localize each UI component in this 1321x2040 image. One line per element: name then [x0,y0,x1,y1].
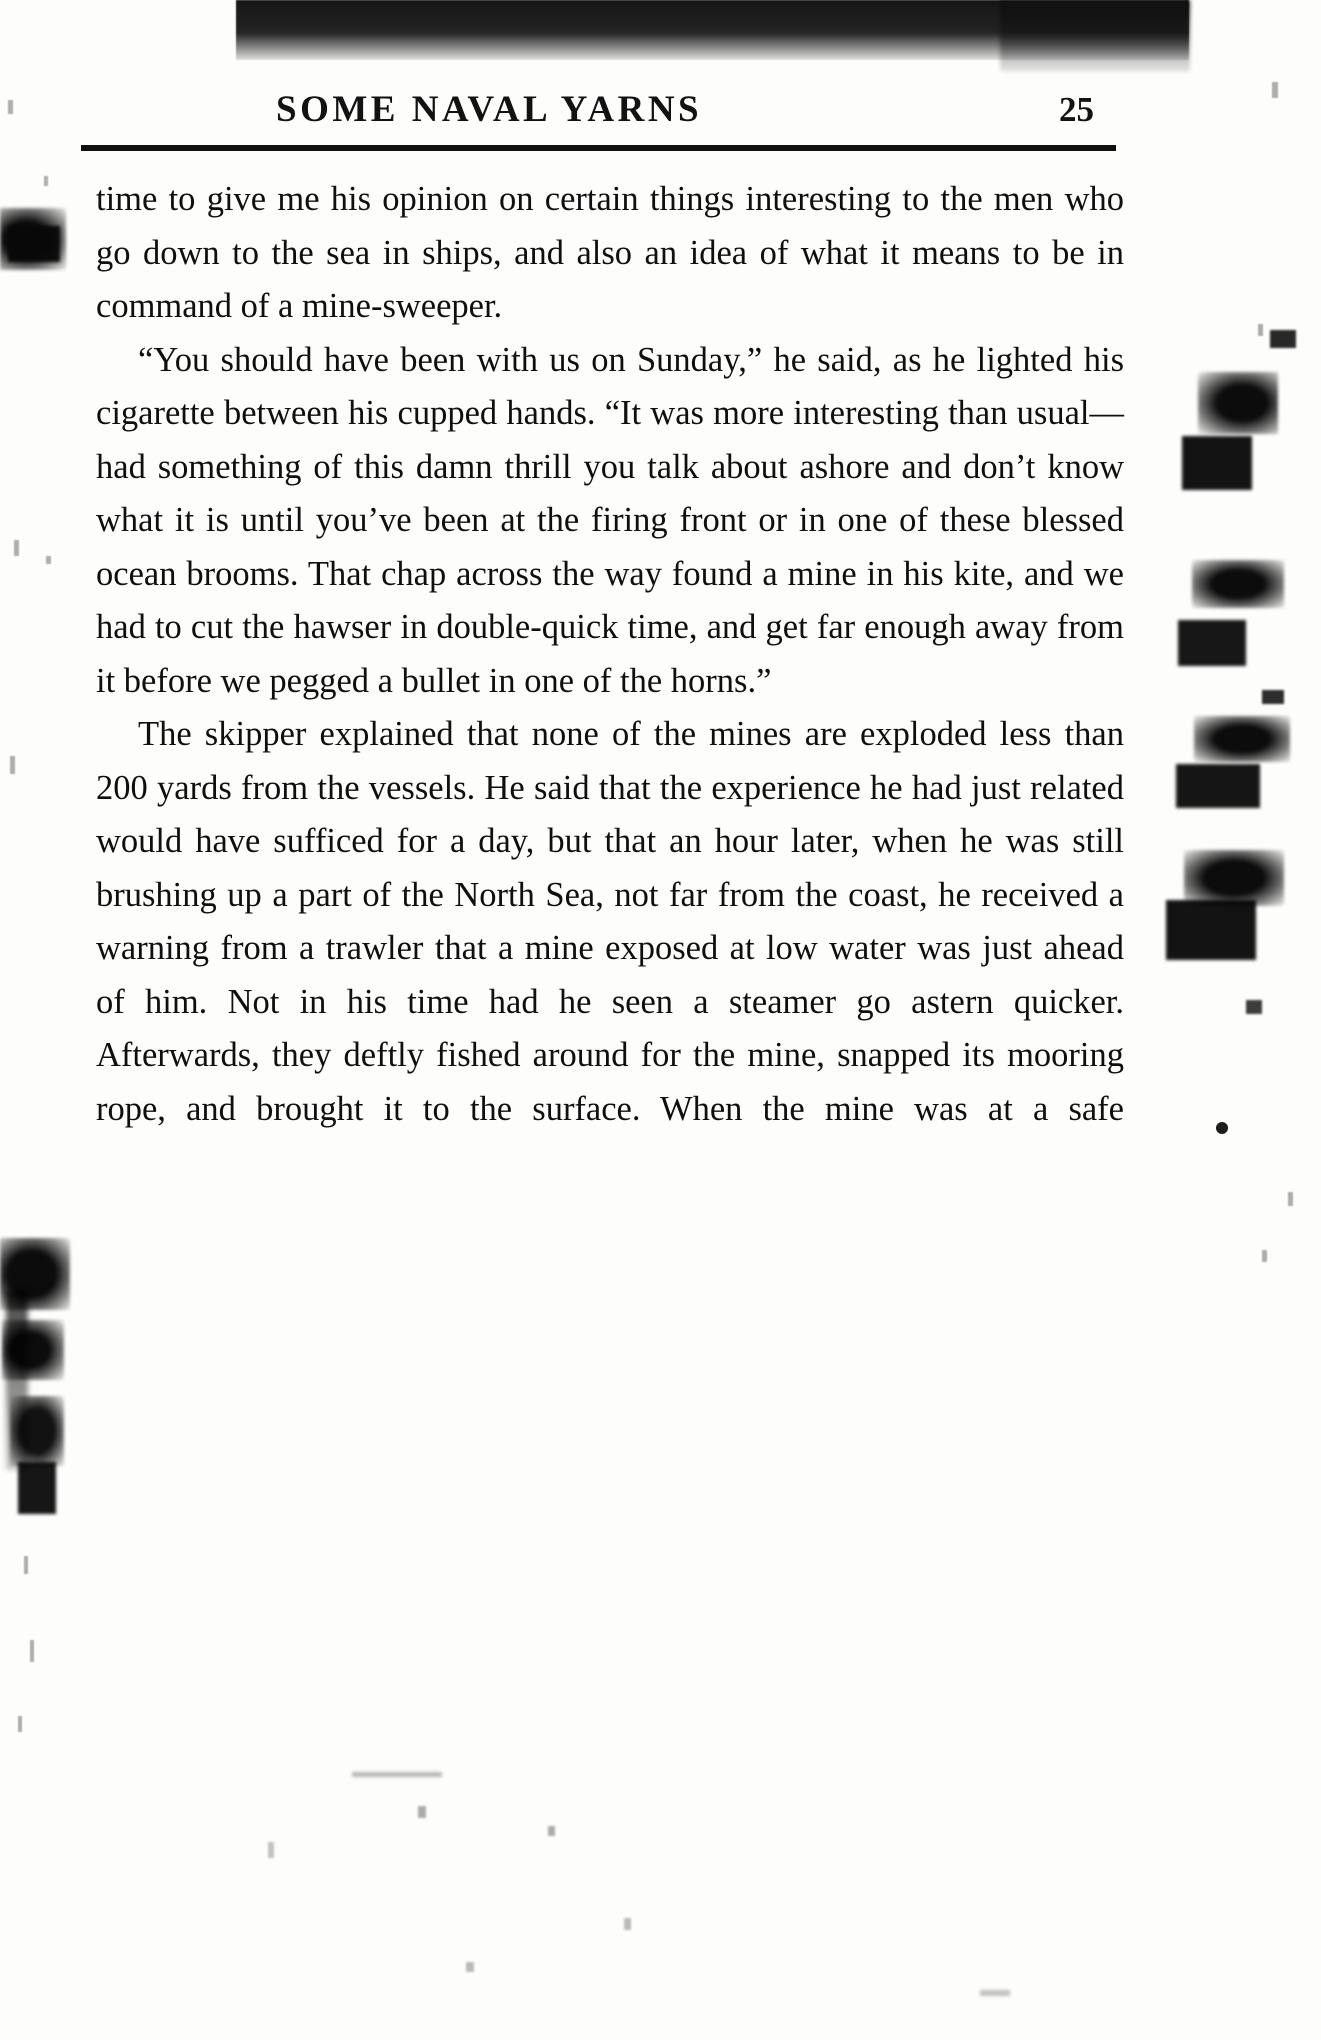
margin-tick [46,556,51,564]
header-rule [81,145,1116,151]
margin-tick [24,1556,28,1574]
scan-artifact-right-fleck-1 [1270,330,1296,348]
scan-artifact-right-blot-6 [1176,764,1260,808]
scan-artifact-bottom-smudge-5 [624,1918,631,1930]
margin-tick [1272,82,1278,98]
page-number: 25 [1059,90,1094,129]
scan-artifact-right-blot-7 [1184,850,1284,906]
scan-artifact-right-blot-4 [1178,620,1246,666]
page-header [96,88,1136,131]
page-content [96,88,1136,1190]
margin-tick [30,1640,34,1662]
paragraph: time to give me his opinion on certain things interesting to the men who go down to the sea in ships, and also an idea of what it means to be in command of a mine-sweeper. [96,180,1124,325]
scan-artifact-right-blot-2 [1182,436,1252,490]
scan-artifact-bottom-smudge-4 [268,1842,274,1858]
margin-tick [14,540,19,556]
scan-artifact-left-blot-2 [8,226,60,262]
scan-artifact-top-band-tail [1000,0,1190,72]
scan-artifact-bottom-smudge-2 [418,1806,426,1818]
scan-artifact-right-blot-5 [1194,716,1290,762]
scan-artifact-bottom-smudge-1 [352,1772,442,1777]
scan-artifact-right-fleck-3 [1246,1000,1262,1014]
scan-artifact-right-blot-8 [1166,900,1256,960]
margin-tick [10,756,15,774]
scan-artifact-right-blot-1 [1198,372,1278,434]
scan-artifact-right-fleck-2 [1262,690,1284,704]
margin-tick [8,100,13,114]
margin-tick [18,1716,22,1732]
scan-artifact-bottom-smudge-3 [548,1826,555,1836]
paragraph: The skipper explained that none of the mines are exploded less than 200 yards from the vessels. He said that the experience he had just related would have sufficed for a day, but that an hour later, when he was still brushing up a part of the North Sea, not far from the coast, he received a warning from a trawler that a mine exposed at low water was just ahead of him. Not in his time had he seen a steamer go astern quicker. Afterwards, they deftly fished around for the mine, snapped its mooring rope, and brought it to the surface. When the mine was at a safe [96,715,1124,1128]
scan-artifact-bottom-smudge-6 [466,1962,474,1972]
scan-artifact-right-blot-3 [1192,560,1284,608]
scan-artifact-bottom-smudge-7 [980,1990,1010,1996]
scan-artifact-right-dot [1216,1122,1228,1134]
margin-tick [44,176,48,186]
body-text [96,173,1136,1190]
scan-artifact-left-streak [6,1290,28,1470]
margin-tick [1288,1192,1293,1206]
margin-tick [1258,324,1263,336]
margin-tick [1262,1250,1267,1262]
paragraph: “You should have been with us on Sunday,” he said, as he lighted his cigarette between his cupped hands. “It was more interesting than usual—had something of this damn thrill you talk about ashore and don’t know what it is until you’ve been at the firing front or in one of these blessed ocean brooms. That chap across the way found a mine in his kite, and we had to cut the hawser in double-quick time, and get far enough away from it before we pegged a bullet in one of the horns.” [96,340,1124,700]
running-head: SOME NAVAL YARNS [276,89,703,130]
